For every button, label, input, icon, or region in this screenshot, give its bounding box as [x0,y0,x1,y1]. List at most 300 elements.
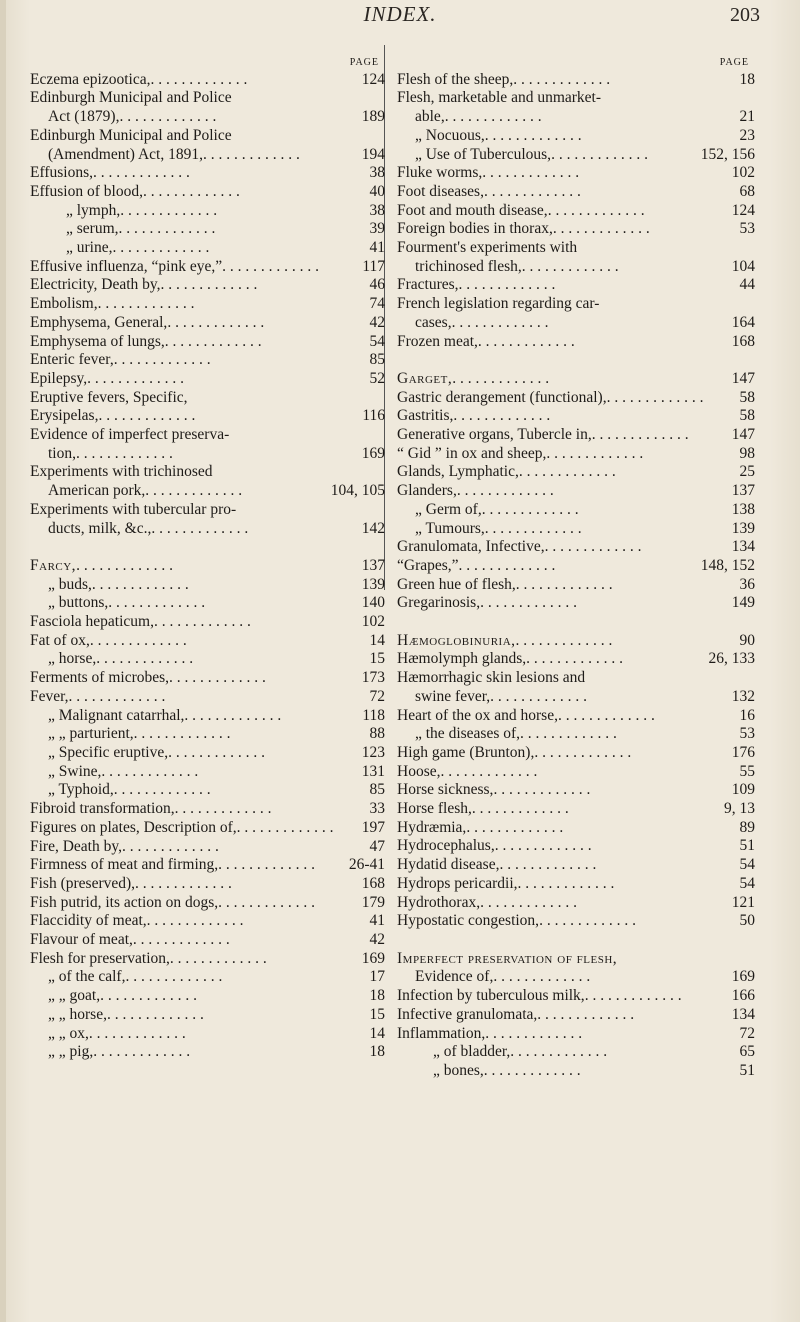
leader-dots [168,744,339,763]
leader-dots [134,725,339,744]
index-entry [30,931,385,950]
index-entry-term: swine fever, [415,687,491,705]
index-entry-page: 40 [369,182,385,200]
leader-dots [516,576,709,595]
leader-dots [125,968,339,987]
index-entry-term: French legislation regarding car- [397,295,600,313]
index-entry-term: Garget, [397,369,453,387]
index-entry [397,538,755,557]
index-entry-page: 26-41 [348,856,385,874]
index-entry-term: Generative organs, Tubercle in, [397,426,592,444]
index-entry [30,875,385,894]
index-entry [397,594,755,613]
index-entry-term: Effusive influenza, “pink eye,” [30,257,223,275]
index-entry-term: Emphysema, General, [30,313,168,331]
leader-dots [585,987,709,1006]
leader-dots [472,800,709,819]
index-entry [397,333,755,352]
index-entry [30,968,385,987]
index-entry [30,688,385,707]
index-entry-page: 39 [369,220,385,238]
index-entry-page: 18 [369,987,385,1005]
leader-dots [516,632,709,651]
index-entry-page: 124 [361,70,385,88]
leader-dots [213,463,339,482]
index-entry-page: 85 [369,781,385,799]
index-entry-page: 41 [369,912,385,930]
index-entry-term: „ Use of Tuberculous, [415,145,552,163]
index-entry-term: „ buttons, [48,594,109,612]
leader-dots [218,894,339,913]
index-entry-page: 46 [369,276,385,294]
index-entry [30,613,385,632]
leader-dots [518,875,709,894]
index-entry-page: 17 [369,968,385,986]
leader-dots [87,370,339,389]
index-entry [30,501,385,520]
index-entry [397,1025,755,1044]
index-entry [397,557,755,576]
leader-dots [482,501,709,520]
index-entry-term: Farcy, [30,556,77,574]
index-entry-page: 55 [739,762,755,780]
index-entry [397,520,755,539]
leader-dots [112,239,339,258]
index-entry-page: 58 [739,407,755,425]
index-entry-page: 109 [731,781,755,799]
index-entry-page: 23 [739,126,755,144]
index-entry-term: ducts, milk, &c., [48,519,152,537]
index-entry [30,127,385,146]
index-entry [30,314,385,333]
leader-dots [445,108,709,127]
index-entry-term: Flesh for preservation, [30,949,170,967]
leader-dots [107,1006,339,1025]
index-entry-page: 54 [739,874,755,892]
index-entry-page: 104, 105 [330,482,385,500]
index-entry-page: 52 [369,369,385,387]
index-entry-term: Flavour of meat, [30,931,133,949]
leader-dots [519,463,709,482]
index-entry-page: 168 [361,874,385,892]
index-entry-term: Hæmolymph glands, [397,650,527,668]
leader-dots [222,258,339,277]
index-entry [30,445,385,464]
index-entry [397,89,755,108]
index-entry-page: 21 [739,108,755,126]
index-entry [30,183,385,202]
leader-dots [522,258,709,277]
index-entry-page: 149 [731,594,755,612]
index-entry-term: „ „ parturient, [48,725,134,743]
index-entry-term: Enteric fever, [30,351,114,369]
leader-dots [69,688,339,707]
leader-dots [513,71,709,90]
leader-dots [607,389,709,408]
leader-dots [119,108,339,127]
leader-dots [76,445,339,464]
index-entry [397,707,755,726]
leader-dots [89,1025,339,1044]
index-entry-term: Hydatid disease, [397,856,500,874]
index-entry [30,987,385,1006]
index-entry-term: Act (1879), [48,108,120,126]
leader-dots [203,146,339,165]
index-entry [397,258,755,277]
section-gap [397,931,755,950]
index-entry-term: trichinosed flesh, [415,257,522,275]
leader-dots [98,407,339,426]
index-entry-page [339,426,385,445]
index-entry-term: Eczema epizootica, [30,70,151,88]
index-entry [397,445,755,464]
leader-dots [143,183,339,202]
leader-dots [546,445,709,464]
index-entry [397,501,755,520]
index-entry-page: 54 [739,856,755,874]
index-entry [30,276,385,295]
page-binding-edge [0,0,6,1322]
index-entry-page: 176 [731,743,755,761]
index-entry-page: 25 [739,463,755,481]
leader-dots [545,538,709,557]
index-entry-page: 89 [739,818,755,836]
leader-dots [526,650,708,669]
index-entry-term: American pork, [48,482,146,500]
index-entry [397,482,755,501]
index-entry [397,912,755,931]
leader-dots [493,968,709,987]
index-entry-term: (Amendment) Act, 1891, [48,145,203,163]
index-entry-term: „ buds, [48,575,92,593]
leader-dots [510,1043,709,1062]
leader-dots [122,838,339,857]
leader-dots [452,314,709,333]
index-entry-page: 54 [369,332,385,350]
leader-dots [93,164,339,183]
index-entry-page: 152, 156 [700,145,755,163]
leader-dots [76,557,339,576]
index-entry-page [339,463,385,482]
leader-dots [161,276,339,295]
index-entry-term: Experiments with tubercular pro- [30,500,237,518]
index-entry-page: 47 [369,837,385,855]
leader-dots [170,950,339,969]
leader-dots [169,669,339,688]
index-entry [30,333,385,352]
index-entry [397,239,755,258]
index-entry-page: 42 [369,931,385,949]
index-entry-page: 147 [731,369,755,387]
index-entry [30,557,385,576]
leader-dots [553,220,709,239]
leader-dots [232,127,339,146]
index-entry-page: 85 [369,351,385,369]
leader-dots [165,333,339,352]
index-entry-page [339,89,385,108]
index-entry [30,669,385,688]
leader-dots [218,856,339,875]
index-entry [397,314,755,333]
index-entry-page: 137 [731,482,755,500]
index-entry-page: 140 [361,594,385,612]
index-entry-term: Hydræmia, [397,818,467,836]
right-index-column [397,52,755,1081]
index-entry [397,650,755,669]
leader-dots [490,688,709,707]
index-entry [397,463,755,482]
index-entry [30,856,385,875]
index-entry-term: Emphysema of lungs, [30,332,165,350]
leader-dots [577,239,709,258]
index-entry [397,950,755,969]
leader-dots [92,576,339,595]
index-entry [30,370,385,389]
index-entry-term: “ Gid ” in ox and sheep, [397,444,547,462]
index-entry-term: Ferments of microbes, [30,669,170,687]
index-entry-page [709,239,755,258]
index-entry [397,202,755,221]
index-entry-term: able, [415,108,445,126]
leader-dots [480,894,709,913]
index-entry-term: „ Typhoid, [48,781,114,799]
index-entry-page: 74 [369,295,385,313]
index-entry-page: 134 [731,538,755,556]
index-entry [30,725,385,744]
index-entry [30,220,385,239]
index-entry-page: 18 [369,1043,385,1061]
index-entry [397,837,755,856]
index-entry-page [709,669,755,688]
index-entry-term: Fasciola hepaticum, [30,613,154,631]
left-index-column [30,52,385,1062]
leader-dots [119,220,339,239]
leader-dots [232,89,339,108]
index-entry-term: Edinburgh Municipal and Police [30,126,232,144]
running-title: INDEX. [363,2,437,26]
index-entry-term: Figures on plates, Description of, [30,818,237,836]
index-entry-page: 68 [739,182,755,200]
leader-dots [145,482,330,501]
index-entry-term: Hydrothorax, [397,893,481,911]
index-entry [30,71,385,90]
index-entry [397,632,755,651]
index-entry [397,744,755,763]
leader-dots [96,650,339,669]
index-entry-page: 139 [731,519,755,537]
index-entry-page: 118 [362,706,385,724]
leader-dots [534,744,709,763]
index-entry [30,389,385,408]
leader-dots [520,725,709,744]
leader-dots [452,370,709,389]
leader-dots [120,202,339,221]
index-entry-page: 168 [731,332,755,350]
index-entry [30,258,385,277]
leader-dots [167,314,339,333]
leader-dots [478,333,709,352]
index-entry-term: Evidence of, [415,968,494,986]
index-entry-term: „ Malignant catarrhal, [48,706,185,724]
index-entry-term: Erysipelas, [30,407,99,425]
index-entry-page [339,127,385,146]
index-entry [30,594,385,613]
leader-dots [184,707,339,726]
index-entry-term: Hydrops pericardii, [397,874,518,892]
index-entry-page: 137 [361,556,385,574]
index-entry-term: Gregarinosis, [397,594,481,612]
leader-dots [133,931,339,950]
index-entry [397,127,755,146]
index-entry [30,894,385,913]
leader-dots [484,1062,709,1081]
leader-dots [175,800,339,819]
index-entry-page: 166 [731,987,755,1005]
index-entry-page: 58 [739,388,755,406]
index-entry-term: Granulomata, Infective, [397,538,545,556]
index-entry-term: „ lymph, [66,201,121,219]
index-entry [397,1006,755,1025]
index-entry [397,856,755,875]
index-entry-page: 53 [739,220,755,238]
index-entry-page: 44 [739,276,755,294]
leader-dots [114,351,339,370]
index-entry-term: High game (Brunton), [397,743,535,761]
index-entry-page: 38 [369,164,385,182]
index-entry [30,744,385,763]
index-entry-term: Firmness of meat and firming, [30,856,219,874]
index-entry [397,819,755,838]
index-entry-term: Imperfect preservation of flesh, [397,949,618,967]
index-entry-page [339,389,385,408]
leader-dots [484,183,709,202]
index-entry [397,968,755,987]
index-entry-term: „ Nocuous, [415,126,485,144]
index-entry-term: Effusions, [30,164,94,182]
index-entry [397,220,755,239]
index-entry-term: „ „ pig, [48,1043,94,1061]
index-entry-term: Infection by tuberculous milk, [397,987,585,1005]
index-entry [397,295,755,314]
leader-dots [551,146,701,165]
index-entry-page: 15 [369,1005,385,1023]
index-entry-page: 65 [739,1043,755,1061]
index-entry-term: Electricity, Death by, [30,276,161,294]
index-entry [30,576,385,595]
index-entry-term: Epilepsy, [30,369,88,387]
index-entry-term: Gastric derangement (functional), [397,388,607,406]
leader-dots [93,1043,339,1062]
index-entry [397,407,755,426]
index-entry-term: Frozen meat, [397,332,478,350]
leader-dots [236,501,339,520]
leader-dots [108,594,339,613]
index-entry-term: Inflammation, [397,1024,486,1042]
index-entry [30,1043,385,1062]
index-entry-term: „ urine, [66,239,113,257]
index-entry-page: 102 [731,164,755,182]
index-entry [30,819,385,838]
index-entry-page: 14 [369,1024,385,1042]
index-entry-term: „ bones, [433,1061,484,1079]
index-entry [30,763,385,782]
index-entry-term: Fibroid transformation, [30,800,175,818]
index-entry [30,838,385,857]
index-entry-term: Foot diseases, [397,182,484,200]
leader-dots [539,912,709,931]
page-number: 203 [730,4,760,26]
index-entry-term: Embolism, [30,295,98,313]
index-entry [30,89,385,108]
index-entry-page: 42 [369,313,385,331]
leader-dots [499,856,709,875]
index-entry-page: 197 [361,818,385,836]
index-entry-page: 194 [361,145,385,163]
index-entry-term: cases, [415,313,452,331]
index-entry-page: 18 [739,70,755,88]
index-entry-term: Glanders, [397,482,457,500]
index-entry [397,875,755,894]
index-entry-page: 169 [361,949,385,967]
index-entry [397,164,755,183]
index-entry-page: 123 [361,743,385,761]
index-entry [397,370,755,389]
leader-dots [440,763,709,782]
leader-dots [237,819,339,838]
index-entry [397,276,755,295]
leader-dots [548,202,709,221]
index-entry-page: 173 [361,669,385,687]
index-entry-page: 26, 133 [708,650,755,668]
index-entry-page: 102 [361,613,385,631]
index-entry-page: 132 [731,687,755,705]
leader-dots [453,407,709,426]
index-entry-term: Flesh of the sheep, [397,70,514,88]
leader-dots [101,763,339,782]
leader-dots [485,1025,709,1044]
index-entry-page: 117 [362,257,385,275]
leader-dots [98,295,339,314]
index-entry [30,108,385,127]
index-entry [30,482,385,501]
index-entry-term: „ „ goat, [48,987,101,1005]
index-entry-page [709,950,755,969]
index-entry [397,146,755,165]
leader-dots [592,426,709,445]
index-entry-term: „ horse, [48,650,97,668]
index-entry-page [709,295,755,314]
index-entry [397,725,755,744]
index-entry [30,463,385,482]
index-entry-page: 50 [739,912,755,930]
index-entry [30,164,385,183]
index-entry-term: „ of the calf, [48,968,126,986]
index-entry-page: 36 [739,575,755,593]
leader-dots [485,127,709,146]
index-entry-page: 189 [361,108,385,126]
index-entry-term: Fish putrid, its action on dogs, [30,893,219,911]
index-entry-page: 104 [731,257,755,275]
index-entry-term: Eruptive fevers, Specific, [30,388,188,406]
index-entry-term: Horse sickness, [397,781,494,799]
index-entry [30,1006,385,1025]
leader-dots [150,71,339,90]
index-entry-term: Hoose, [397,762,441,780]
leader-dots [537,1006,709,1025]
index-entry-page: 142 [361,519,385,537]
leader-dots [154,613,339,632]
index-entry [30,426,385,445]
